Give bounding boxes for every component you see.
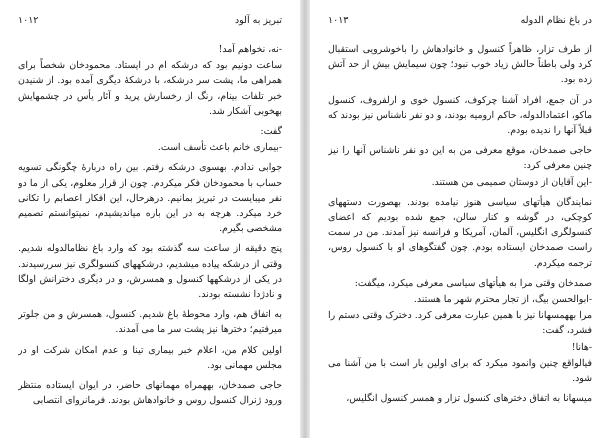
paragraph: در آن جمع، افراد آشنا چرکوف، کنسول خوی و ارلفروف، کنسول ماکو، اعتمادالدوله، حاکم ارومیه بودند، و دو نفر ناشناس نیز بودند که قبلاً آنها را ندیده بودم. (328, 94, 592, 137)
paragraph: پنج دقیقه از ساعت سه گذشته بود که وارد باغ نظامالدوله شدیم. وقتی از درشکه پیاده میشدیم، درشکههای کنسولگری نیز سررسیدند. در یکی از درشکهها کنسول و همسرش، و در دیگری دخترانش اولگا و نادژدا نشسته بودند. (18, 243, 282, 301)
paragraph: اولین کلام من، اعلام خبر بیماری تینا و عدم امکان شرکت او در مجلس مهمانی بود. (18, 344, 282, 371)
paragraph: مرا بههمسهانا نیز با همین عبارت معرفی کرد. دخترک وقتی دستم را فشرد، گفت: (328, 310, 592, 337)
paragraph: میسهانا به اتفاق دخترهای کنسول تزار و همسر کنسول انگلیس، (346, 393, 592, 405)
left-page-number: ۱۰۱۲ (18, 15, 39, 26)
right-page (310, 0, 610, 438)
paragraph: جوابی ندادم. بهسوی درشکه رفتم. بین راه دربارهٔ چگونگی تسویه حساب با محمودخان فکر میکردم. چون از قرار معلوم، یکی از ما دو نفر میبایست در تبریز بمانیم. درهرحال، این افکار اعصابم را تکانی خرد میکرد. هرچه به در این باره میاندیشیدم، نمیتوانستم تصمیم مشخصی بگیرم. (18, 162, 282, 235)
paragraph: از طرف تزار، ظاهراً کنسول و خانوادهاش را باخوشرویی استقبال کرد ولی باطناً حالش زیاد خوب نبود؛ چون سیمایش بیش از حد آتش زده بود. (328, 44, 592, 86)
paragraph: -هانا! (571, 341, 592, 353)
book-gutter (300, 0, 310, 438)
paragraph: صمدخان وقتی مرا به هیأتهای سیاسی معرفی میکرد، میگفت: (354, 277, 592, 289)
paragraph: -نه، نخواهم آمد! (218, 44, 282, 55)
right-page-header (328, 14, 592, 28)
right-running-title: در باغ نظام الدوله (520, 15, 592, 26)
paragraph: فیالواقع چنین وانمود میکرد که برای اولین بار است با من آشنا می شود. (328, 357, 592, 385)
right-page-body (328, 42, 592, 432)
paragraph: حاجی صمدخان، موقع معرفی من به این دو نفر ناشناس آنها را نیز چنین معرفی کرد: (328, 145, 592, 172)
right-page-number: ۱۰۱۳ (328, 15, 349, 26)
paragraph: به اتفاق هم، وارد محوطهٔ باغ شدیم. کنسول، همسرش و من جلوتر میرفتیم؛ دخترها نیز پشت سر ما می آمدند. (18, 309, 282, 336)
paragraph: حاجی صمدخان، بههمراه مهمانهای حاضر، در ایوان ایستاده منتظر ورود ژنرال کنسول روس و خانوادهاش بودند. فرمانروای انتصابی (18, 380, 282, 407)
left-running-title: تبریز به آلود (234, 15, 282, 26)
paragraph: نمایندگان هیأتهای سیاسی هنوز نیامده بودند. بهصورت دستههای کوچکی، در گوشه و کنار سالن، جمع شده بودیم که اعضای کنسولگری انگلیس، آلمان، آمریکا و فرانسه نیز آمدند. من در سمت راست صمدخان ایستاده بودم. چون گفتگوهای او با کنسول روس، ترجمه میکردم. (328, 196, 592, 269)
paragraph: -بیماری خانم باعث تأسف است. (157, 142, 282, 154)
left-page-body (18, 42, 282, 432)
left-page (0, 0, 300, 438)
paragraph: ساعت دونیم بود که درشکه ام در ایستاد. محمودخان شخصاً برای همراهی ما، پشت سر درشکه، با درشکهٔ دیگری آمده بود. از شنیدن خبر تلفات بینام، رنگ از رخسارش پرید و آثار یأس در چشمهایش بهخوبی آشکار شد. (18, 60, 282, 117)
left-page-header (18, 14, 282, 28)
paragraph: گفت: (260, 126, 282, 138)
paragraph: -ابوالحسن بیگ، از تجار محترم شهر ما هستند. (413, 294, 592, 306)
paragraph: -این آقایان از دوستان صمیمی من هستند. (431, 176, 592, 188)
